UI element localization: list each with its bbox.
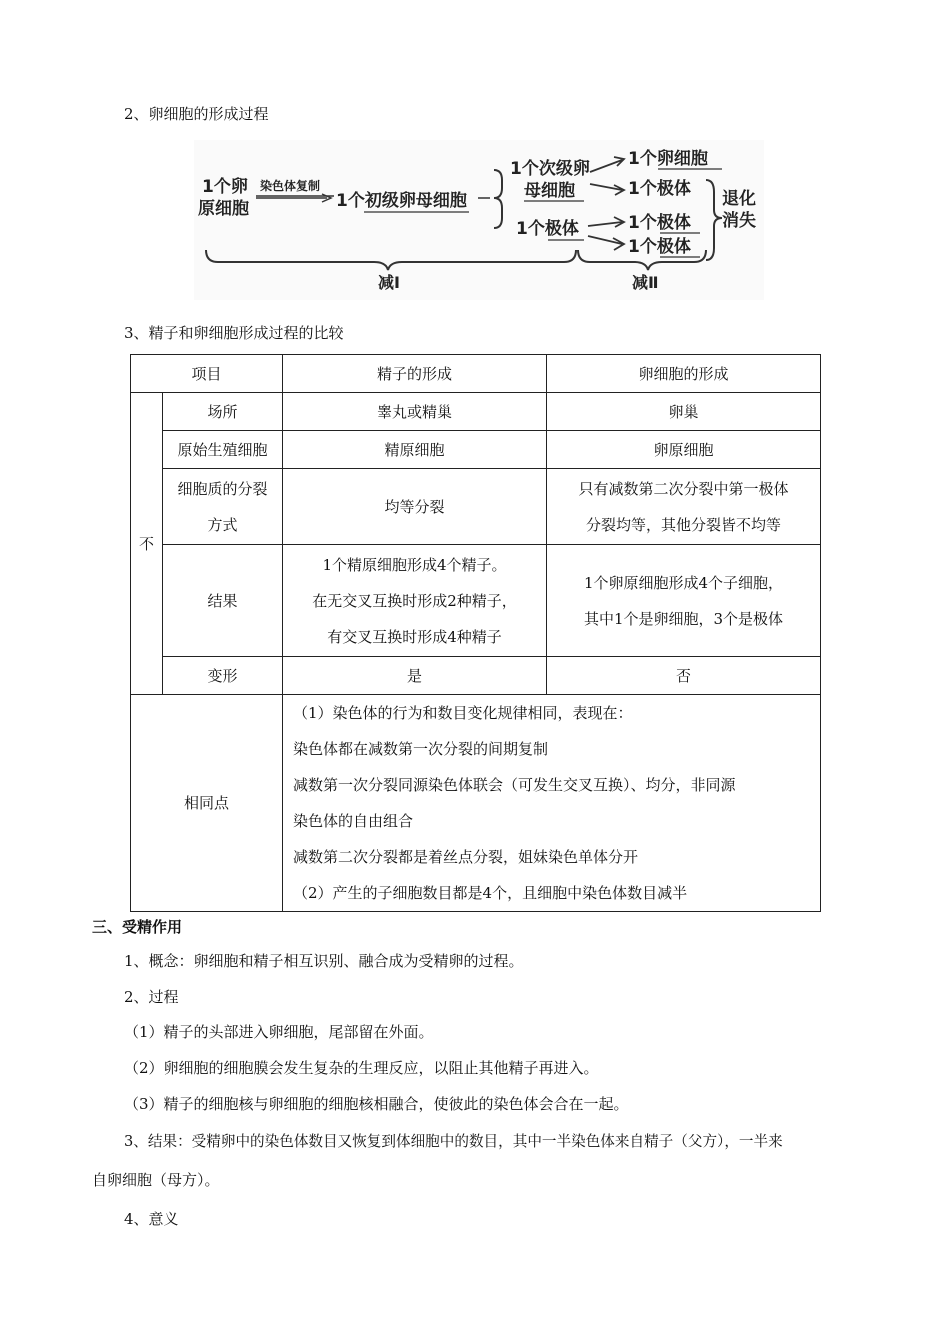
row-label: 结果	[163, 545, 283, 657]
row-egg-line: 其中1个是卵细胞，3个是极体	[583, 609, 784, 628]
section-2-title: 2、卵细胞的形成过程	[124, 105, 269, 123]
fertilization-step-1: （1）精子的头部进入卵细胞，尾部留在外面。	[124, 1023, 434, 1041]
same-content	[283, 695, 821, 912]
row-egg-cell: 卵巢	[547, 393, 821, 431]
diagram-polar1: 1个极体	[516, 219, 579, 239]
row-label-line: 细胞质的分裂	[177, 479, 268, 498]
diagram-degen-line1: 退化	[722, 189, 756, 209]
row-sperm-line: 有交叉互换时形成4种精子	[327, 627, 502, 646]
diagram-polar2: 1个极体	[628, 179, 691, 199]
diagram-start-line1: 1个卵	[202, 177, 248, 197]
row-label	[163, 469, 283, 545]
same-line: 减数第二次分裂都是着丝点分裂，姐妹染色单体分开	[293, 848, 639, 866]
fertilization-heading: 三、受精作用	[92, 918, 183, 936]
row-sperm-cell: 是	[283, 657, 547, 695]
same-line: 染色体都在减数第一次分裂的间期复制	[293, 740, 549, 758]
fertilization-step-2: （2）卵细胞的细胞膜会发生复杂的生理反应，以阻止其他精子再进入。	[124, 1059, 599, 1077]
fertilization-meaning: 4、意义	[124, 1210, 179, 1228]
diagram-primary: 1个初级卵母细胞	[336, 191, 467, 211]
table-row	[131, 393, 821, 431]
fertilization-step-3: （3）精子的细胞核与卵细胞的细胞核相融合，使彼此的染色体会合在一起。	[124, 1095, 629, 1113]
same-line: 染色体的自由组合	[293, 812, 414, 830]
table-row-same	[131, 695, 821, 912]
row-sperm-line: 1个精原细胞形成4个精子。	[322, 555, 507, 574]
row-egg-cell	[547, 545, 821, 657]
fertilization-result-line1: 3、结果：受精卵中的染色体数目又恢复到体细胞中的数目，其中一半染色体来自精子（父方），一半来	[124, 1133, 783, 1150]
table-row	[131, 469, 821, 545]
diagram-polar4: 1个极体	[628, 237, 691, 257]
table-row	[131, 431, 821, 469]
diagram-arrow-label: 染色体复制	[260, 179, 321, 193]
diff-label: 不	[131, 393, 163, 695]
table-row	[131, 545, 821, 657]
diagram-degen-line2: 消失	[722, 211, 756, 231]
row-egg-cell: 否	[547, 657, 821, 695]
diagram-meiosis1: 减Ⅰ	[378, 273, 400, 292]
row-egg-line: 只有减数第二次分裂中第一极体	[578, 479, 789, 498]
section-3-title: 3、精子和卵细胞形成过程的比较	[124, 324, 344, 342]
table-row	[131, 657, 821, 695]
fertilization-result-line2: 自卵细胞（母方）。	[92, 1171, 220, 1189]
row-egg-line: 1个卵原细胞形成4个子细胞，	[583, 573, 784, 592]
comparison-table	[130, 354, 821, 912]
same-line: （1）染色体的行为和数目变化规律相同，表现在：	[293, 704, 633, 722]
row-sperm-cell: 均等分裂	[283, 469, 547, 545]
fertilization-concept: 1、概念：卵细胞和精子相互识别、融合成为受精卵的过程。	[124, 952, 524, 970]
header-sperm: 精子的形成	[283, 355, 547, 393]
diagram-egg: 1个卵细胞	[628, 149, 708, 169]
same-line: （2）产生的子细胞数目都是4个，且细胞中染色体数目减半	[293, 884, 688, 902]
row-label: 变形	[163, 657, 283, 695]
row-label-line: 方式	[207, 515, 238, 534]
header-item: 项目	[131, 355, 283, 393]
row-label: 原始生殖细胞	[163, 431, 283, 469]
oogenesis-diagram	[194, 140, 764, 300]
same-line: 减数第一次分裂同源染色体联会（可发生交叉互换）、均分，非同源	[293, 776, 736, 794]
header-egg: 卵细胞的形成	[547, 355, 821, 393]
row-sperm-cell	[283, 545, 547, 657]
diagram-meiosis2: 减Ⅱ	[632, 273, 659, 292]
row-egg-cell	[547, 469, 821, 545]
row-egg-line: 分裂均等，其他分裂皆不均等	[586, 515, 782, 534]
row-label: 场所	[163, 393, 283, 431]
row-egg-cell: 卵原细胞	[547, 431, 821, 469]
fertilization-process-title: 2、过程	[124, 988, 179, 1006]
diagram-start-line2: 原细胞	[198, 199, 249, 219]
row-sperm-cell: 精原细胞	[283, 431, 547, 469]
same-label: 相同点	[131, 695, 283, 912]
diagram-secondary-line1: 1个次级卵	[510, 159, 590, 179]
diagram-secondary-line2: 母细胞	[524, 181, 575, 201]
diagram-polar3: 1个极体	[628, 213, 691, 233]
row-sperm-cell: 睾丸或精巢	[283, 393, 547, 431]
table-header-row	[131, 355, 821, 393]
row-sperm-line: 在无交叉互换时形成2种精子，	[312, 591, 517, 610]
